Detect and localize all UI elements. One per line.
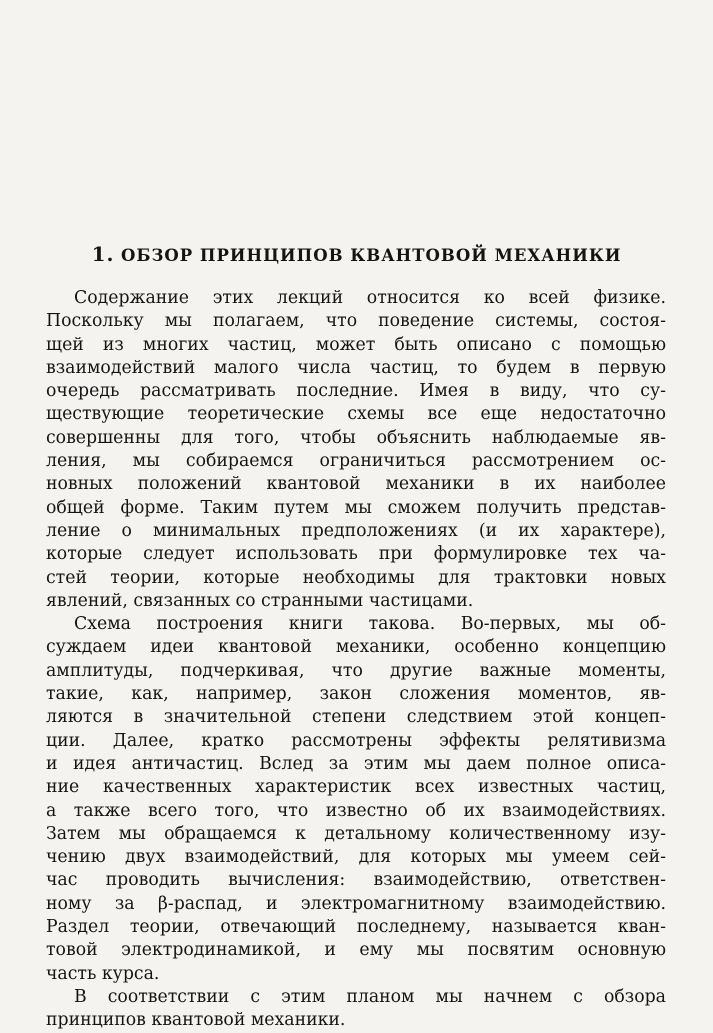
text-line: очередь рассматривать последние. Имея в виду, что су-: [46, 381, 666, 402]
text-line: ции. Далее, кратко рассмотрены эффекты релятивизма: [46, 730, 666, 751]
text-line: В соответствии с этим планом мы начнем с обзора: [74, 986, 666, 1007]
text-line: ние качественных характеристик всех известных частиц,: [46, 777, 666, 798]
text-line: которые следует использовать при формулировке тех ча-: [46, 544, 666, 565]
body-text: [46, 287, 666, 1033]
section-title: ОБЗОР ПРИНЦИПОВ КВАНТОВОЙ МЕХАНИКИ: [121, 246, 622, 265]
text-line: товой электродинамикой, и ему мы посвятим основную: [46, 940, 666, 961]
text-line: общей форме. Таким путем мы сможем получить представ-: [46, 497, 666, 518]
text-line: Содержание этих лекций относится ко всей физике.: [74, 288, 666, 308]
text-line: Поскольку мы полагаем, что поведение системы, состоя-: [46, 311, 666, 332]
section-heading: [0, 242, 713, 266]
text-line: новных положений квантовой механики в их наиболее: [46, 474, 666, 495]
text-line: ществующие теоретические схемы все еще недостаточно: [46, 404, 666, 425]
text-line: час проводить вычисления: взаимодействию, ответствен-: [46, 870, 666, 891]
text-line: Затем мы обращаемся к детальному количественному изу-: [46, 823, 666, 844]
text-line: ления, мы собираемся ограничиться рассмотрением ос-: [46, 451, 666, 472]
text-line: часть курса.: [46, 963, 160, 984]
text-line: Раздел теории, отвечающий последнему, называется кван-: [46, 917, 666, 938]
text-line: ление о минимальных предположениях (и их характере),: [46, 520, 666, 541]
text-line: явлений, связанных со странными частицами.: [46, 590, 474, 611]
text-line: принципов квантовой механики.: [46, 1010, 346, 1031]
text-line: ляются в значительной степени следствием этой концеп-: [46, 707, 666, 728]
text-line: Схема построения книги такова. Во-первых, мы об-: [74, 614, 666, 635]
text-line: щей из многих частиц, может быть описано с помощью: [46, 334, 666, 355]
text-line: амплитуды, подчеркивая, что другие важные моменты,: [46, 660, 666, 681]
text-line: суждаем идеи квантовой механики, особенно концепцию: [46, 637, 666, 658]
text-line: стей теории, которые необходимы для трактовки новых: [46, 567, 666, 588]
text-line: и идея античастиц. Вслед за этим мы даем полное описа-: [46, 753, 666, 774]
text-line: взаимодействий малого числа частиц, то будем в первую: [46, 357, 666, 378]
text-line: чению двух взаимодействий, для которых мы умеем сей-: [46, 847, 666, 868]
text-line: ному за β-распад, и электромагнитному взаимодействию.: [46, 893, 666, 914]
text-line: совершенны для того, чтобы объяснить наблюдаемые яв-: [46, 427, 666, 448]
text-line: такие, как, например, закон сложения моментов, яв-: [46, 684, 666, 705]
section-number: 1.: [91, 242, 115, 266]
text-line: а также всего того, что известно об их взаимодействиях.: [46, 800, 666, 821]
